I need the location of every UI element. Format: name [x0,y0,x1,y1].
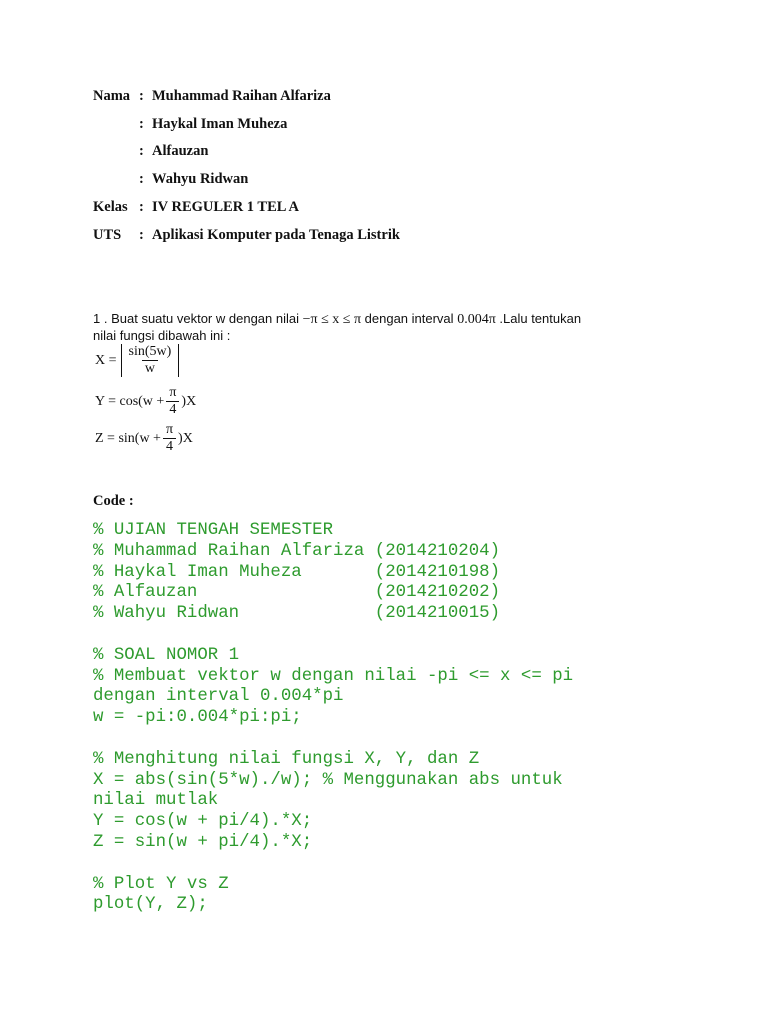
equation-y-rhs: )X [181,393,197,409]
header-colon: : [139,116,144,132]
code-block [93,521,573,916]
code-line: % Membuat vektor w dengan nilai -pi <= x <= pi [93,666,574,686]
code-title: Code : [93,493,134,509]
fraction-denominator: 4 [166,401,179,418]
problem-interval: 0.004π [457,312,496,327]
equation-y-lhs: Y = cos(w + [95,393,165,409]
header-colon: : [139,143,144,159]
code-line: % Alfauzan (2014210202) [93,583,501,603]
equation-z-rhs: )X [178,430,193,446]
header-colon: : [139,199,144,215]
header-colon: : [139,171,144,187]
header-row-member-3 [93,141,208,161]
header-label: Nama [93,88,131,104]
header-row-uts [93,225,400,245]
abs-bars [121,344,180,377]
code-line: dengan interval 0.004*pi [93,687,344,707]
header-value: Haykal Iman Muheza [152,116,288,132]
header-row-kelas [93,197,299,217]
code-line: plot(Y, Z); [93,895,208,915]
code-line: % SOAL NOMOR 1 [93,645,240,665]
header-value: Alfauzan [152,143,209,159]
code-line: % Haykal Iman Muheza (2014210198) [93,562,501,582]
equation-x [95,344,179,377]
fraction-numerator: sin(5w) [128,344,172,359]
code-line: nilai mutlak [93,791,219,811]
header-label: Kelas [93,199,128,215]
problem-line-1 [93,311,653,328]
code-line: % Menghitung nilai fungsi X, Y, dan Z [93,749,480,769]
code-line: Z = sin(w + pi/4).*X; [93,832,313,852]
header-value: Wahyu Ridwan [152,171,249,187]
header-value: Aplikasi Komputer pada Tenaga Listrik [152,227,400,243]
problem-text-c: .Lalu tentukan [499,311,582,326]
problem-number: 1 . [93,311,108,326]
problem-line-2: nilai fungsi dibawah ini : [93,328,231,343]
header-colon: : [139,227,144,243]
header-row-member-2 [93,114,287,134]
code-line: % Wahyu Ridwan (2014210015) [93,604,501,624]
header-label [93,141,139,161]
equation-z [95,422,193,455]
equation-z-lhs: Z = sin(w + [95,430,161,446]
fraction-numerator: π [169,385,177,400]
code-line: % UJIAN TENGAH SEMESTER [93,521,334,540]
code-line: X = abs(sin(5*w)./w); % Menggunakan abs untuk [93,770,563,790]
problem-text-b: dengan interval [364,311,454,326]
equation-y [95,385,196,418]
code-line: Y = cos(w + pi/4).*X; [93,812,313,832]
fraction-denominator: 4 [163,438,176,455]
problem-range: −π ≤ x ≤ π [302,312,362,327]
header-row-member-4 [93,169,248,189]
fraction-denominator: w [142,360,158,377]
header-colon: : [139,88,144,104]
fraction-numerator: π [165,422,174,437]
header-value: IV REGULER 1 TEL A [152,199,299,215]
header-value: Muhammad Raihan Alfariza [152,88,331,104]
equation-z-fraction [163,422,176,455]
code-line: % Muhammad Raihan Alfariza (2014210204) [93,541,501,561]
header-label: UTS [93,227,122,243]
header-label [93,169,139,189]
header-row-nama [93,86,331,106]
equation-y-fraction [166,385,179,418]
equation-x-fraction [126,344,175,377]
code-line: w = -pi:0.004*pi:pi; [93,708,302,728]
header-label [93,114,139,134]
problem-statement [93,311,653,344]
code-line: % Plot Y vs Z [93,874,229,894]
equation-x-lhs: X = [95,352,117,368]
problem-text-a: Buat suatu vektor w dengan nilai [111,311,299,326]
